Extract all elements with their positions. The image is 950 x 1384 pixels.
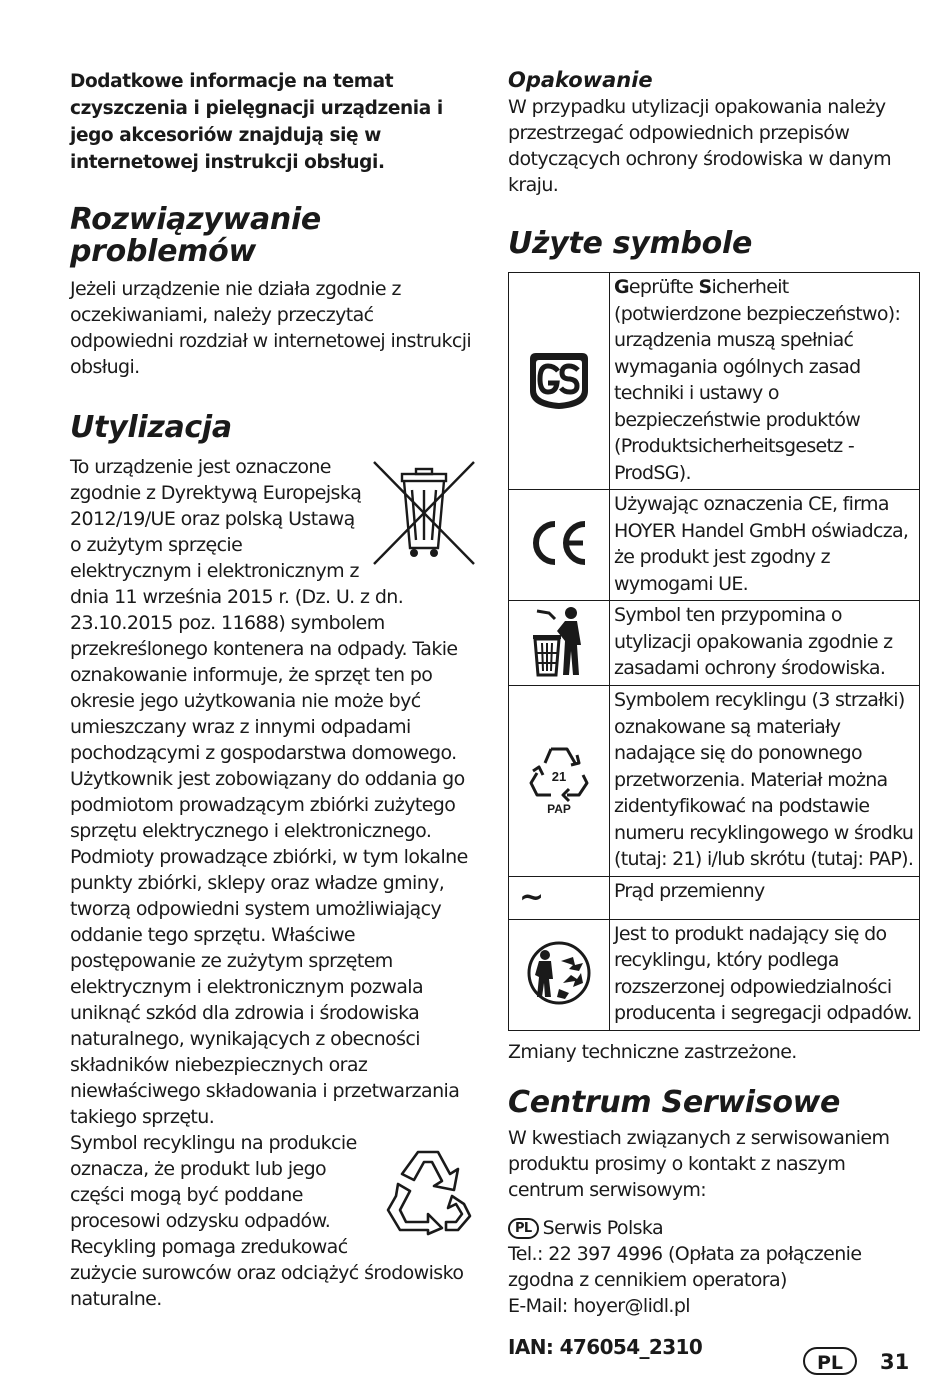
recycling-code-number: 21	[551, 768, 567, 784]
service-name: Serwis Polska	[542, 1216, 664, 1239]
language-badge: PL	[803, 1347, 857, 1375]
tidyman-description: Symbol ten przypomina o utylizacji opakowania zgodnie z zasadami ochrony środowiska.	[610, 601, 920, 686]
tech-changes-note: Zmiany techniczne zastrzeżone.	[508, 1040, 797, 1063]
service-text: W kwestiach związanych z serwisowaniem produktu prosimy o kontakt z naszym centrum serwisowym:	[508, 1126, 890, 1201]
ce-description: Używając oznaczenia CE, firma HOYER Handel GmbH oświadcza, że produkt jest zgodny z wymogami UE.	[610, 490, 920, 601]
ac-symbol-icon: ~	[509, 876, 610, 919]
service-email: E-Mail: hoyer@lidl.pl	[508, 1294, 690, 1317]
recycling-code-description: Symbolem recyklingu (3 strzałki) oznakowane są materiały nadające się do ponownego przetworzenia. Materiał można zidentyfikować na podstawie numeru recyklingowego w środku (tutaj: 21) i/lub skrótu (tutaj: PAP).	[610, 686, 920, 877]
table-row	[509, 686, 920, 877]
right-column	[508, 66, 920, 1361]
gs-letter-s: S	[698, 276, 712, 298]
packaging-heading: Opakowanie	[508, 68, 653, 92]
table-row	[509, 490, 920, 601]
symbols-heading: Użyte symbole	[508, 226, 752, 261]
troubleshooting-text: Jeżeli urządzenie nie działa zgodnie z oczekiwaniami, należy przeczytać odpowiedni rozdział w internetowej instrukcji obsługi.	[70, 278, 472, 378]
packaging-text: W przypadku utylizacji opakowania należy przestrzegać odpowiednich przepisów dotyczących ochrony środowiska w danym kraju.	[508, 96, 892, 196]
service-phone: Tel.: 22 397 4996 (Opłata za połączenie zgodna z cennikiem operatora)	[508, 1242, 862, 1291]
recycling-code-icon	[527, 768, 591, 821]
care-info-note: Dodatkowe informacje na temat czyszczenia i pielęgnacji urządzenia i jego akcesoriów znajdują się w internetowej instrukcji obsługi.	[70, 71, 443, 173]
weee-text: To urządzenie jest oznaczone zgodnie z Dyrektywą Europejską 2012/19/UE oraz polską Ustawą o zużytym sprzęcie elektrycznym i elektronicznym z dnia 11 września 2015 r. (Dz. U. z dn. 23.10.2015 poz. 11688) symbolem przekreślonego kontenera na odpady. Takie oznakowanie informuje, że sprzęt ten po okresie jego użytkowania nie może być umieszczany wraz z innymi odpadami pochodzącymi z gospodarstwa domowego. Użytkownik jest zobowiązany do oddania go podmiotom prowadzącym zbiórki zużytego sprzętu elektrycznego i elektronicznego. Podmioty prowadzące zbiórki, w tym lokalne punkty zbiórki, sklepy oraz władze gminy, tworzą odpowiedni system umożliwiający oddanie tego sprzętu. Właściwe postępowanie ze zużytym sprzętem elektrycznym i elektronicznym pozwala uniknąć szkód dla zdrowia i środowiska naturalnego, wynikających z obecności składników niebezpiecznych oraz niewłaściwego składowania i przetwarzania takiego sprzętu.	[70, 456, 468, 1128]
table-row	[509, 876, 920, 919]
triman-description: Jest to produkt nadający się do recyklingu, który podlega rozszerzonej odpowiedzialności producenta i segregacji odpadów.	[610, 919, 920, 1030]
gs-description	[610, 273, 920, 490]
country-badge: PL	[508, 1218, 539, 1239]
troubleshooting-heading: Rozwiązywanie problemów	[70, 202, 321, 269]
tidyman-icon	[531, 662, 587, 681]
service-heading: Centrum Serwisowe	[508, 1084, 841, 1120]
gs-letter-g: G	[614, 276, 629, 298]
table-row	[509, 919, 920, 1030]
table-row	[509, 273, 920, 490]
triman-icon	[525, 992, 593, 1011]
ian-number: IAN: 476054_2310	[508, 1334, 703, 1359]
page-number: 31	[880, 1350, 910, 1374]
service-name-line	[508, 1215, 920, 1241]
gs-mark-icon	[526, 396, 592, 415]
left-column	[70, 66, 482, 1312]
disposal-heading: Utylizacja	[70, 410, 232, 445]
crossed-bin-icon	[372, 460, 476, 570]
table-row	[509, 601, 920, 686]
recycling-code-abbr: PAP	[547, 801, 571, 816]
ac-description: Prąd przemienny	[610, 876, 920, 919]
gs-text-rest: icherheit (potwierdzone bezpieczeństwo): urządzenia muszą spełniać wymagania ogólnych zasad techniki i ustawy o bezpieczeństwie produktów (Produktsicherheitsgesetz - ProdSG).	[614, 276, 901, 484]
gs-text-part: eprüfte	[628, 276, 699, 298]
ce-mark-icon	[527, 553, 591, 572]
symbols-table	[508, 272, 920, 1031]
recycling-text: Symbol recyklingu na produkcie oznacza, że produkt lub jego części mogą być poddane procesowi odzysku odpadów. Recykling pomaga zredukować zużycie surowców oraz odciążyć środowisko naturalne.	[70, 1132, 464, 1310]
recycling-arrows-icon	[380, 1144, 476, 1240]
